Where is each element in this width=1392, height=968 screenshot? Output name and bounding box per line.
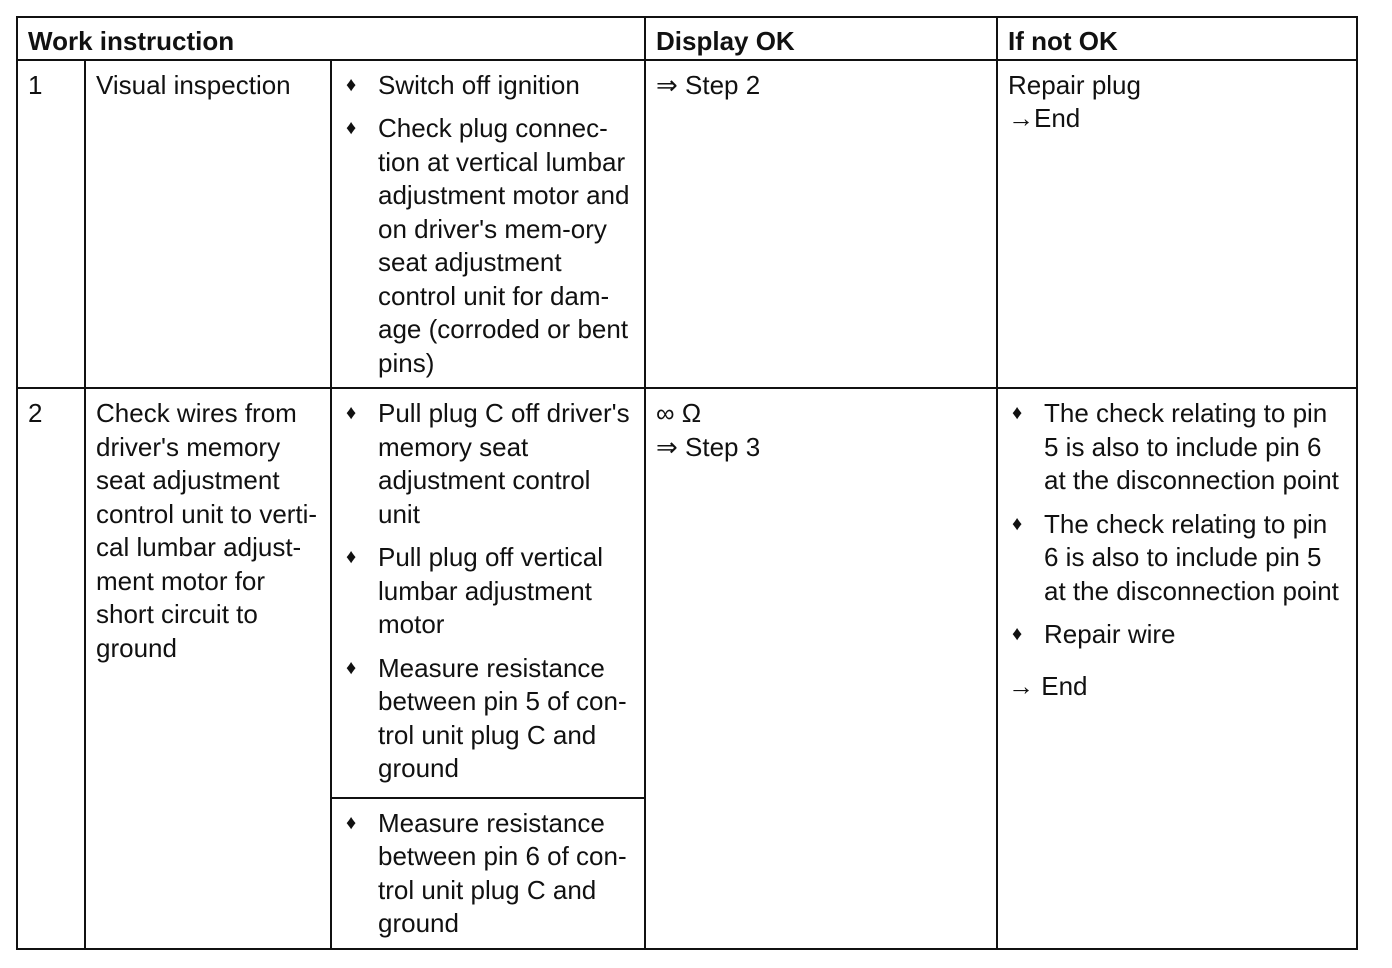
diamond-bullet-icon: ♦	[1012, 402, 1023, 425]
if-not-ok-item: ♦ Repair wire	[1008, 618, 1346, 652]
display-ok-resistance: ∞ Ω	[656, 398, 702, 429]
step-instructions	[331, 388, 645, 797]
table-header-row	[17, 17, 1357, 60]
step-instructions-sub	[331, 798, 645, 949]
if-not-ok-cell	[997, 60, 1357, 389]
header-work-instruction: Work instruction	[17, 17, 645, 60]
display-ok-cell	[645, 60, 997, 389]
diamond-bullet-icon: ♦	[346, 656, 357, 679]
diamond-bullet-icon: ♦	[346, 73, 357, 96]
instruction-item: ♦ Pull plug off vertical lumbar adjustment motor	[342, 541, 634, 642]
header-display-ok: Display OK	[645, 17, 997, 60]
work-instruction-table	[16, 16, 1358, 950]
if-not-ok-action: Repair plug	[1008, 69, 1141, 100]
instruction-item: ♦ Switch off ignition	[342, 69, 634, 103]
display-ok-cell	[645, 388, 997, 949]
diamond-bullet-icon: ♦	[346, 546, 357, 569]
table-row-step-2	[17, 388, 1357, 797]
if-not-ok-end: → End	[1008, 670, 1088, 701]
diamond-bullet-icon: ♦	[346, 117, 357, 140]
if-not-ok-end: →End	[1008, 103, 1081, 134]
if-not-ok-cell	[997, 388, 1357, 949]
diamond-bullet-icon: ♦	[1012, 512, 1023, 535]
instruction-item: ♦ Measure resistance between pin 5 of con-trol unit plug C and ground	[342, 652, 634, 786]
step-number: 2	[17, 388, 85, 949]
if-not-ok-item: ♦ The check relating to pin 6 is also to include pin 5 at the disconnection point	[1008, 508, 1346, 609]
step-instructions	[331, 60, 645, 389]
instruction-item: ♦ Check plug connec-tion at vertical lumbar adjustment motor and on driver's mem-ory seat adjustment control unit for dam-age (corroded or bent pins)	[342, 112, 634, 380]
diamond-bullet-icon: ♦	[346, 811, 357, 834]
if-not-ok-item: ♦ The check relating to pin 5 is also to include pin 6 at the disconnection point	[1008, 397, 1346, 498]
instruction-item: ♦ Pull plug C off driver's memory seat adjustment control unit	[342, 397, 634, 531]
instruction-item: ♦ Measure resistance between pin 6 of con-trol unit plug C and ground	[342, 807, 634, 941]
diamond-bullet-icon: ♦	[1012, 623, 1023, 646]
table-row-step-1	[17, 60, 1357, 389]
display-ok-result: ⇒ Step 2	[656, 69, 761, 100]
step-title: Visual inspection	[85, 60, 331, 389]
display-ok-result: ⇒ Step 3	[656, 431, 761, 462]
step-number: 1	[17, 60, 85, 389]
diamond-bullet-icon: ♦	[346, 402, 357, 425]
step-title: Check wires from driver's memory seat adjustment control unit to verti-cal lumbar adjust-ment motor for short circuit to ground	[85, 388, 331, 949]
header-if-not-ok: If not OK	[997, 17, 1357, 60]
